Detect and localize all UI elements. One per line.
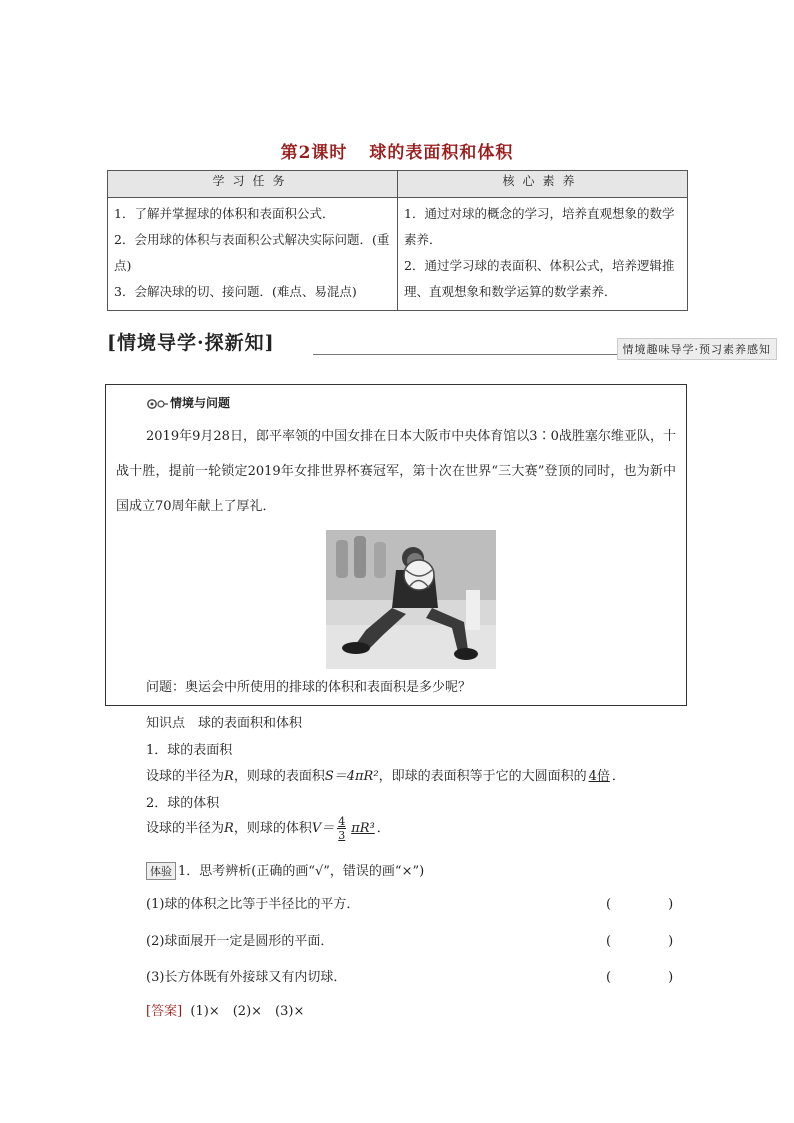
scenario-header-text: 情境与问题 (170, 396, 231, 410)
text-fragment: ，即球的表面积等于它的大圆面积的 (378, 769, 587, 784)
answer-blank: ( ) (606, 970, 696, 985)
volume-fraction (335, 815, 348, 842)
text-fragment: ． (376, 821, 390, 836)
surface-area-subheading: 1．球的表面积 (146, 743, 233, 758)
text-fragment: ． (611, 769, 625, 784)
exercise-badge: 体验 (146, 862, 176, 880)
exercise-item: (3)长方体既有外接球又有内切球． (146, 970, 347, 985)
surface-area-formula: S＝4πR² (324, 769, 379, 784)
exercise-prompt: 1．思考辨析(正确的画“√”，错误的画“×”) (178, 864, 425, 879)
answer-label: [答案] (146, 1004, 183, 1019)
exercise-item: (2)球面展开一定是圆形的平面． (146, 934, 334, 949)
lesson-number: 第2课时 (280, 143, 348, 163)
radius-symbol: R (224, 821, 234, 836)
volume-formula-tail: πR³ (351, 821, 375, 836)
section-tag: 情境趣味导学·预习素养感知 (617, 338, 778, 360)
section-header (107, 328, 777, 356)
fill-blank-answer: 4倍 (588, 769, 610, 784)
answer-line (146, 1000, 304, 1019)
section-label: [情境导学·探新知] (107, 332, 275, 354)
answer-text: (1)× (2)× (3)× (190, 1004, 305, 1019)
volume-symbol: V＝ (311, 821, 335, 836)
task-item: 3．会解决球的切、接问题．(难点、易混点) (114, 284, 357, 299)
text-fragment: 设球的半径为 (146, 821, 225, 836)
answer-blank: ( ) (606, 897, 696, 912)
tasks-cell (108, 198, 398, 311)
task-item: 1．了解并掌握球的体积和表面积公式． (114, 206, 335, 221)
text-fragment: 设球的半径为 (146, 769, 225, 784)
volume-line (146, 815, 390, 842)
volume-subheading: 2．球的体积 (146, 796, 220, 811)
exercise-prompt-line (146, 860, 424, 880)
lesson-topic: 球的表面积和体积 (369, 143, 514, 163)
photo-drawing (326, 530, 496, 669)
fraction-numerator: 4 (338, 815, 346, 828)
scenario-story: 2019年9月28日，郎平率领的中国女排在日本大阪市中央体育馆以3∶0战胜塞尔维亚队，十战十胜，提前一轮锁定2019年女排世界杯赛冠军，第十次在世界“三大赛”登顶的同时，也为新中国成立70周年献上了厚礼． (116, 429, 676, 514)
text-fragment: ，则球的表面积 (233, 769, 325, 784)
answer-blank: ( ) (606, 934, 696, 949)
competency-item: 1．通过对球的概念的学习，培养直观想象的数学素养． (404, 206, 675, 247)
knowledge-heading: 知识点 球的表面积和体积 (146, 716, 303, 731)
task-item: 2．会用球的体积与表面积公式解决实际问题．(重点) (114, 232, 390, 273)
fraction-denominator: 3 (338, 829, 346, 842)
volleyball-player-photo (326, 530, 496, 669)
scenario-question: 问题：奥运会中所使用的排球的体积和表面积是多少呢？ (146, 680, 472, 695)
competency-item: 2．通过学习球的表面积、体积公式，培养逻辑推理、直观想象和数学运算的数学素养． (404, 258, 675, 299)
competencies-cell (398, 198, 688, 311)
text-fragment: ，则球的体积 (233, 821, 312, 836)
objectives-table (107, 170, 688, 311)
gears-icon (146, 398, 168, 410)
scenario-header (146, 394, 230, 411)
exercise-item: (1)球的体积之比等于半径比的平方． (146, 897, 360, 912)
header-tasks: 学习任务 (108, 171, 398, 198)
radius-symbol: R (224, 769, 234, 784)
lesson-title (0, 138, 794, 163)
header-competencies: 核心素养 (398, 171, 688, 198)
surface-area-line (146, 765, 625, 784)
